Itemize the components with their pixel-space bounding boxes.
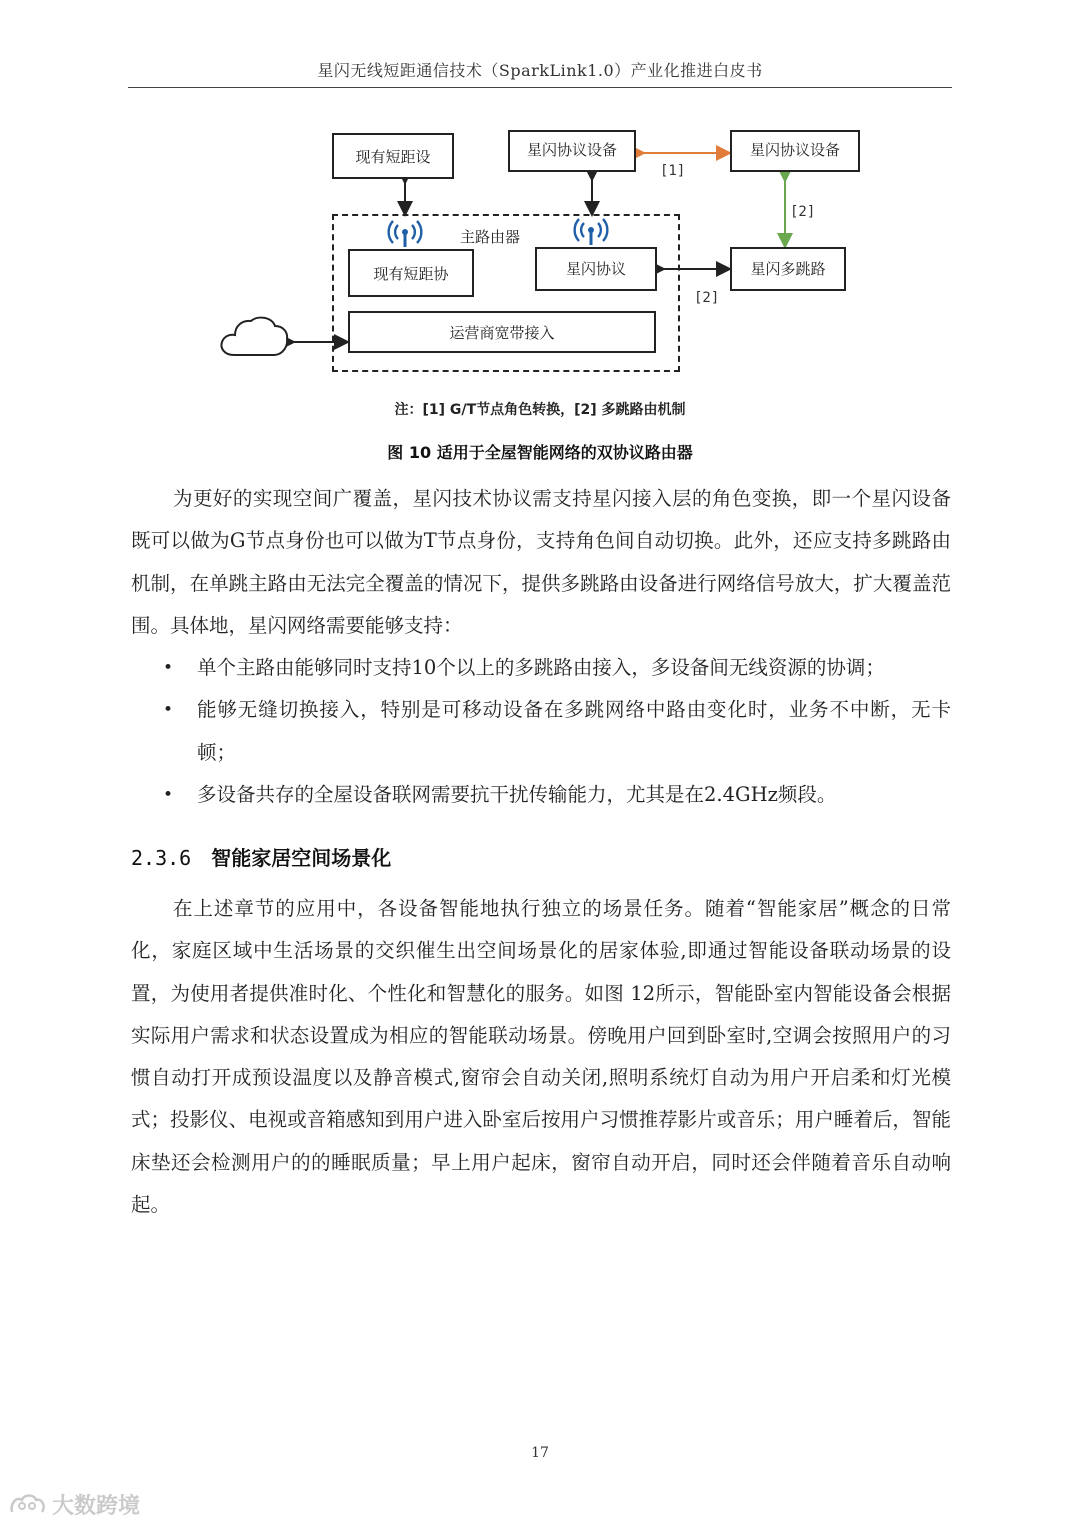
box-starflash-protocol-module: 星闪协议 (535, 247, 657, 291)
box-existing-short-range-module: 现有短距协 (348, 249, 474, 297)
box-carrier-broadband: 运营商宽带接入 (348, 311, 656, 353)
watermark-logo-icon (8, 1492, 48, 1518)
tag-multihop-green: [2] (790, 204, 816, 220)
figure-note: 注：[1] G/T节点角色转换，[2] 多跳路由机制 (394, 402, 686, 418)
wireless-antenna-icon (387, 220, 423, 248)
body-paragraph-2: 在上述章节的应用中，各设备智能地执行独立的场景任务。随着“智能家居”概念的日常化，家庭区域中生活场景的交织催生出空间场景化的居家体验,即通过智能设备联动场景的设置，为使用者提供准时化、个性化和智慧化的服务。如图 12所示，智能卧室内智能设备会根据实际用户需求和状态设置成为相应的智能联动场景。傍晚用户回到卧室时,空调会按照用户的习惯自动打开成预设温度以及静音模式,窗帘会自动关闭,照明系统灯自动为用户开启柔和灯光模式；投影仪、电视或音箱感知到用户进入卧室后按用户习惯推荐影片或音乐；用户睡着后，智能床垫还会检测用户的的睡眠质量；早上用户起床，窗帘自动开启，同时还会伴随着音乐自动响起。 (131, 897, 951, 1217)
list-item-text: 单个主路由能够同时支持10个以上的多跳路由接入，多设备间无线资源的协调； (197, 656, 885, 679)
box-starflash-device-2: 星闪协议设备 (730, 130, 860, 172)
watermark-text: 大数跨境 (52, 1494, 141, 1519)
main-router-label: 主路由器 (460, 228, 521, 246)
bullet-marker: • (163, 700, 174, 721)
header-divider (128, 87, 952, 88)
box-starflash-multihop: 星闪多跳路 (730, 247, 846, 291)
list-item (131, 774, 951, 816)
section-number: 2.3.6 (131, 846, 192, 870)
requirements-list (131, 647, 951, 816)
bullet-marker: • (163, 658, 174, 678)
list-item (131, 689, 951, 774)
dual-protocol-router-diagram (210, 125, 880, 380)
body-paragraph-1: 为更好的实现空间广覆盖，星闪技术协议需支持星闪接入层的角色变换，即一个星闪设备既可以做为G节点身份也可以做为T节点身份，支持角色间自动切换。此外，还应支持多跳路由机制，在单跳主路由无法完全覆盖的情况下，提供多跳路由设备进行网络信号放大，扩大覆盖范围。具体地，星闪网络需要能够支持： (131, 487, 951, 637)
box-starflash-device-1: 星闪协议设备 (508, 130, 636, 172)
list-item-text: 能够无缝切换接入，特别是可移动设备在多跳网络中路由变化时，业务不中断，无卡顿； (197, 698, 951, 764)
list-item (131, 647, 951, 689)
wireless-antenna-icon (573, 218, 609, 246)
bullet-marker: • (163, 784, 174, 805)
section-title-text: 智能家居空间场景化 (211, 846, 392, 870)
tag-role-switch: [1] (660, 163, 686, 179)
page-header-title: 星闪无线短距通信技术（SparkLink1.0）产业化推进白皮书 (317, 61, 763, 80)
cloud-icon (218, 313, 290, 359)
box-existing-short-range-device: 现有短距设 (332, 133, 454, 179)
tag-multihop-black: [2] (694, 290, 720, 306)
figure-caption: 图 10 适用于全屋智能网络的双协议路由器 (387, 443, 693, 462)
section-heading (131, 842, 391, 871)
watermark (8, 1489, 140, 1520)
page-number: 17 (531, 1445, 549, 1461)
list-item-text: 多设备共存的全屋设备联网需要抗干扰传输能力，尤其是在2.4GHz频段。 (197, 782, 837, 806)
